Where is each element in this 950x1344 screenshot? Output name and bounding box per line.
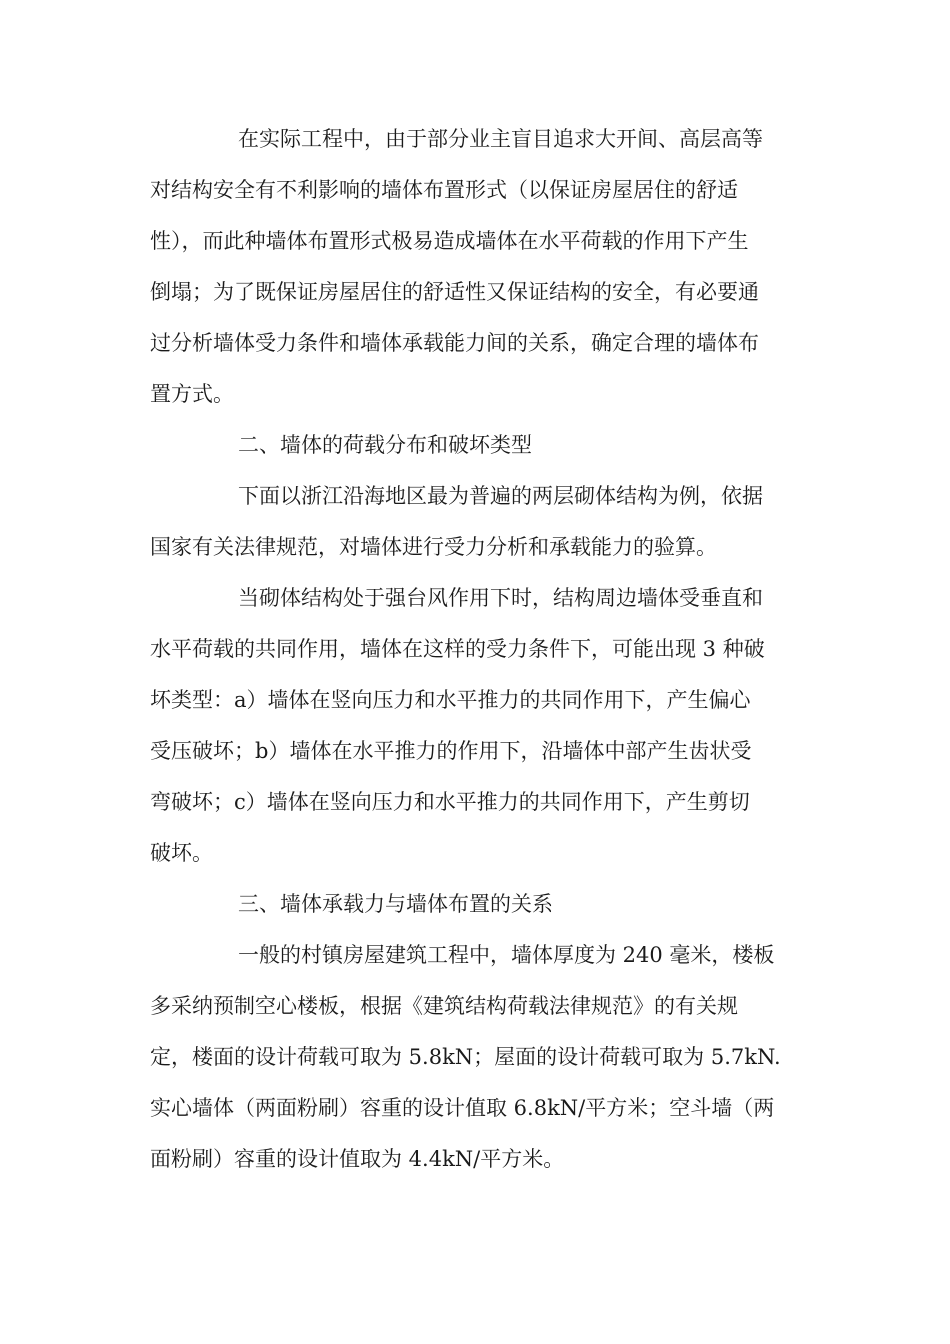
- paragraph-line: 性），而此种墙体布置形式极易造成墙体在水平荷载的作用下产生: [150, 229, 749, 253]
- paragraph-line: 在实际工程中，由于部分业主盲目追求大开间、高层高等: [238, 127, 763, 151]
- document-body: [150, 114, 800, 1185]
- paragraph-failure-types: [150, 573, 800, 879]
- paragraph-line: 水平荷载的共同作用，墙体在这样的受力条件下，可能出现 3 种破: [150, 637, 765, 661]
- paragraph-line: 定，楼面的设计荷载可取为 5.8kN；屋面的设计荷载可取为 5.7kN.: [150, 1045, 781, 1069]
- paragraph-line: 一般的村镇房屋建筑工程中，墙体厚度为 240 毫米，楼板: [238, 943, 775, 967]
- section-heading-2: 二、墙体的荷载分布和破坏类型: [238, 433, 532, 457]
- paragraph-line: 实心墙体（两面粉刷）容重的设计值取 6.8kN/平方米；空斗墙（两: [150, 1096, 775, 1120]
- paragraph-line: 坏类型：a）墙体在竖向压力和水平推力的共同作用下，产生偏心: [150, 688, 751, 712]
- paragraph-intro: [150, 114, 800, 420]
- paragraph-line: 置方式。: [150, 382, 234, 406]
- paragraph-line: 弯破坏；c）墙体在竖向压力和水平推力的共同作用下，产生剪切: [150, 790, 750, 814]
- paragraph-line: 当砌体结构处于强台风作用下时，结构周边墙体受垂直和: [238, 586, 763, 610]
- paragraph-line: 破坏。: [150, 841, 213, 865]
- paragraph-line: 受压破坏；b）墙体在水平推力的作用下，沿墙体中部产生齿状受: [150, 739, 752, 763]
- paragraph-line: 国家有关法律规范，对墙体进行受力分析和承载能力的验算。: [150, 535, 717, 559]
- paragraph-line: 下面以浙江沿海地区最为普遍的两层砌体结构为例，依据: [238, 484, 763, 508]
- paragraph-line: 倒塌；为了既保证房屋居住的舒适性又保证结构的安全，有必要通: [150, 280, 759, 304]
- paragraph-line: 对结构安全有不利影响的墙体布置形式（以保证房屋居住的舒适: [150, 178, 738, 202]
- paragraph-line: 面粉刷）容重的设计值取为 4.4kN/平方米。: [150, 1147, 565, 1171]
- paragraph-line: 多采纳预制空心楼板，根据《建筑结构荷载法律规范》的有关规: [150, 994, 738, 1018]
- paragraph-line: 过分析墙体受力条件和墙体承载能力间的关系，确定合理的墙体布: [150, 331, 759, 355]
- paragraph-design-values: [150, 930, 800, 1185]
- section-heading-3: 三、墙体承载力与墙体布置的关系: [238, 892, 553, 916]
- paragraph-load-analysis: [150, 471, 800, 573]
